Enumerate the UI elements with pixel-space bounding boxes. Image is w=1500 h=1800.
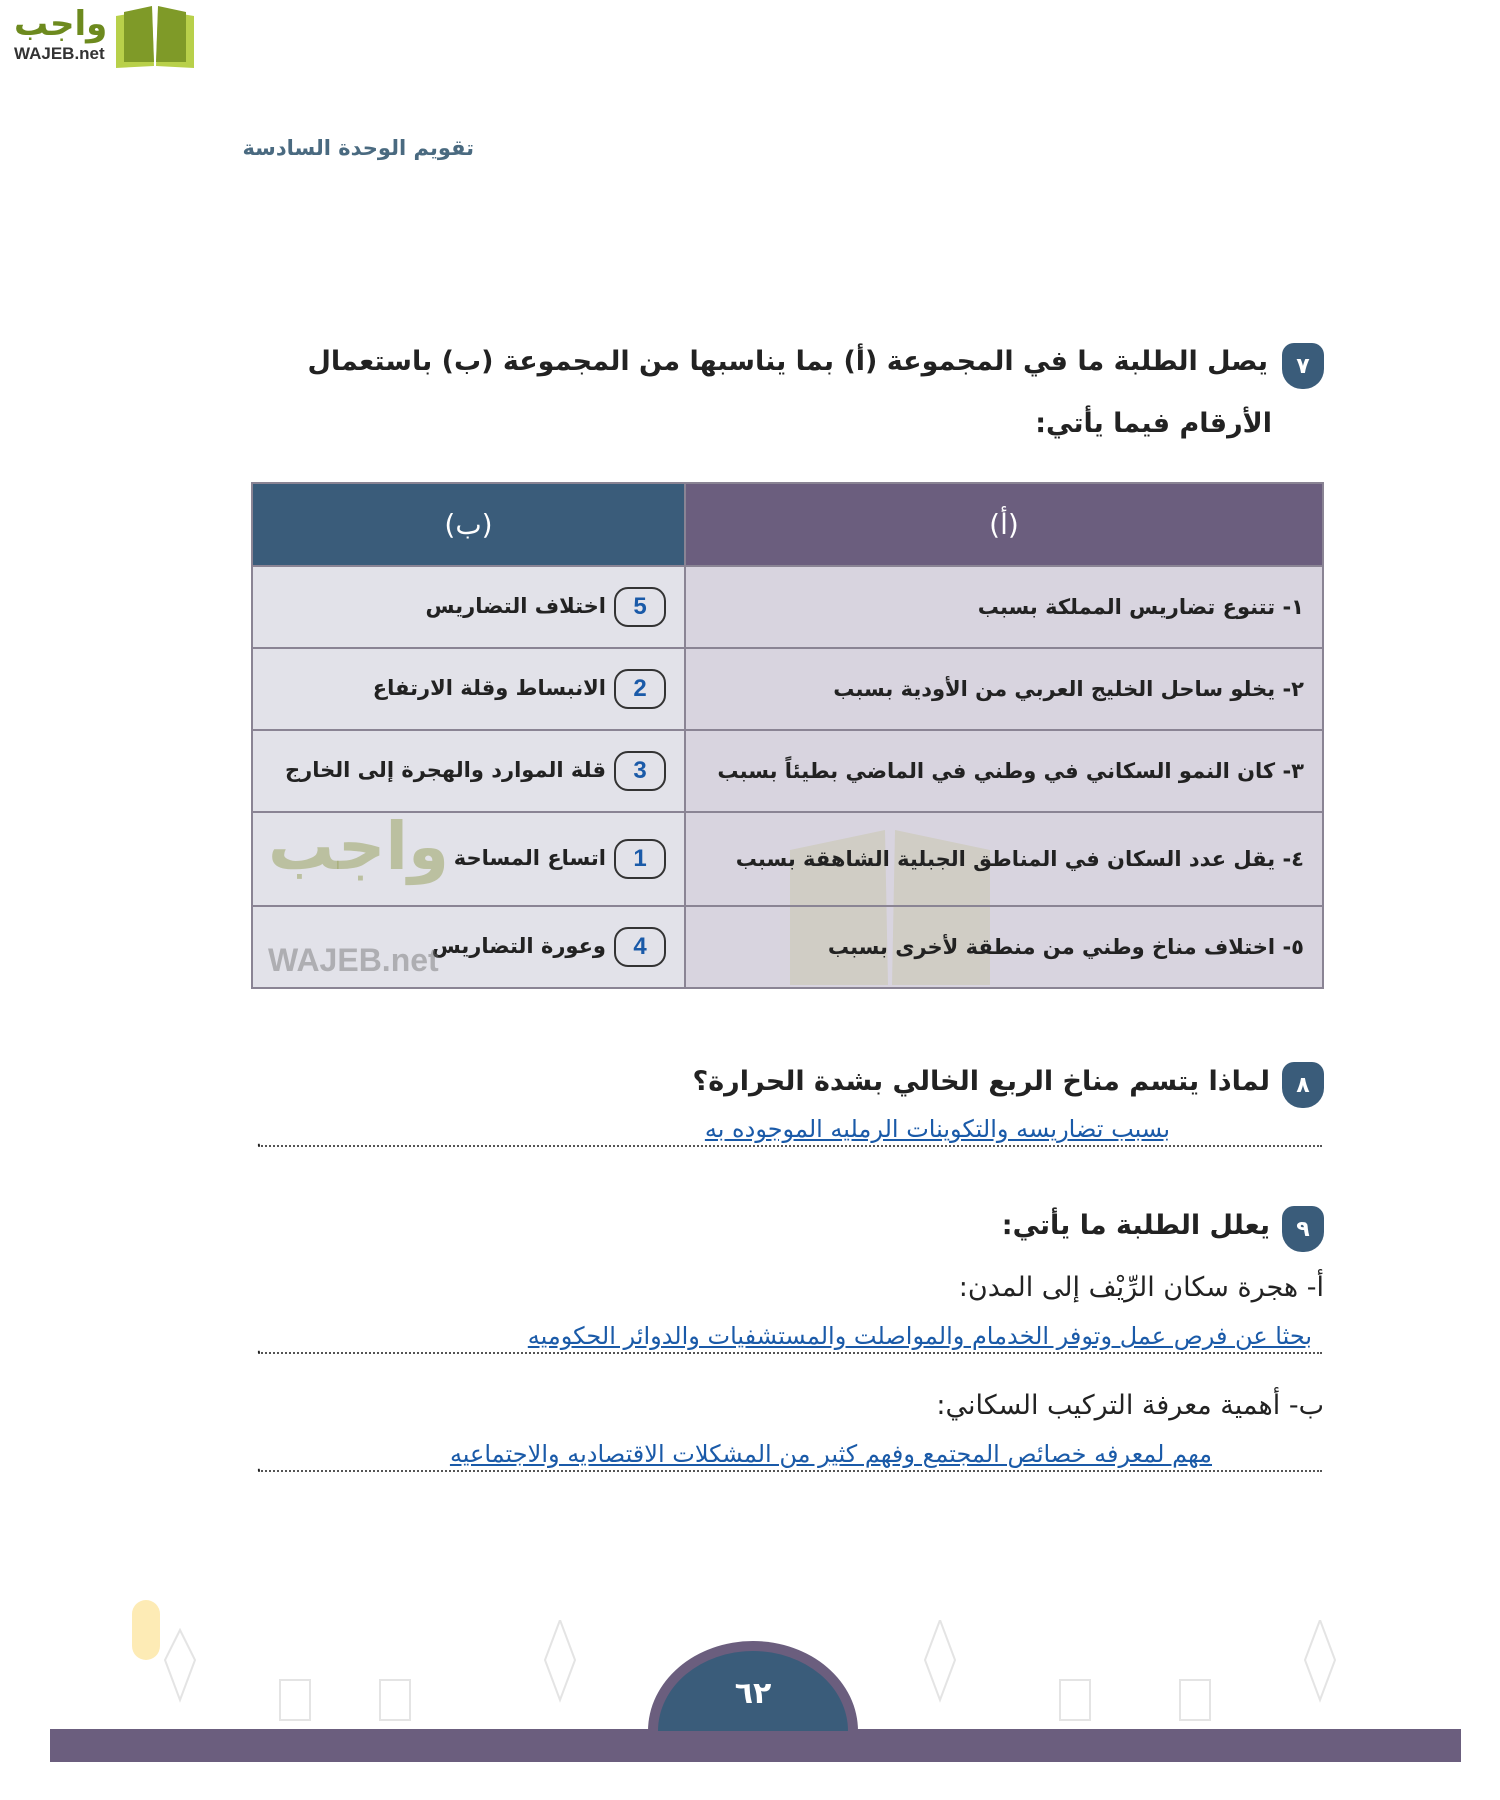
question-7-line2: الأرقام فيما يأتي: [1035, 408, 1272, 439]
footer-bar [50, 1729, 1461, 1762]
column-b-header: (ب) [252, 483, 685, 566]
group-b-cell [252, 906, 685, 988]
question-8-answer: بسبب تضاريسه والتكوينات الرمليه الموجوده به [704, 1115, 1170, 1143]
question-8-answer-field[interactable] [256, 1105, 1322, 1151]
group-b-cell [252, 648, 685, 730]
question-8-badge: ٨ [1282, 1062, 1324, 1108]
reason-text: وعورة التضاريس [431, 934, 606, 958]
question-9b-label: ب- أهمية معرفة التركيب السكاني: [936, 1390, 1324, 1421]
question-9b-answer: مهم لمعرفه خصائص المجتمع وفهم كثير من المشكلات الاقتصاديه والاجتماعيه [449, 1440, 1212, 1468]
reason-text: الانبساط وقلة الارتفاع [372, 676, 606, 700]
reason-text: اتساع المساحة [453, 846, 606, 870]
group-a-statement [685, 906, 1323, 988]
group-b-cell [252, 812, 685, 906]
group-a-statement [685, 566, 1323, 648]
table-row [252, 906, 1323, 988]
line-end-dot: . [256, 1455, 262, 1476]
watermark-latin: WAJEB.net [268, 942, 439, 978]
question-9-text: يعلل الطلبة ما يأتي: [1001, 1210, 1270, 1241]
statement-text: ٢- يخلو ساحل الخليج العربي من الأودية بسبب [833, 677, 1304, 701]
line-end-dot: . [256, 1337, 262, 1358]
table-row [252, 648, 1323, 730]
question-9a-answer-field[interactable] [256, 1312, 1322, 1358]
question-9a-label: أ- هجرة سكان الرِّيْف إلى المدن: [958, 1272, 1324, 1303]
match-number-box[interactable]: 1 [614, 839, 666, 879]
group-b-cell [252, 566, 685, 648]
wajeb-logo[interactable] [8, 4, 193, 70]
question-9a-answer: بحثا عن فرص عمل وتوفر الخدمام والمواصلت والمستشفيات والدوائر الحكوميه [527, 1322, 1312, 1350]
unit-review-title: تقويم الوحدة السادسة [242, 136, 474, 160]
question-9-badge: ٩ [1282, 1206, 1324, 1252]
match-number-box[interactable]: 5 [614, 587, 666, 627]
group-b-cell [252, 730, 685, 812]
question-8-text: لماذا يتسم مناخ الربع الخالي بشدة الحرارة؟ [692, 1066, 1270, 1097]
logo-arabic-text: واجب [14, 4, 108, 44]
column-a-header: (أ) [685, 483, 1323, 566]
book-icon [112, 6, 198, 68]
table-row [252, 812, 1323, 906]
reason-text: قلة الموارد والهجرة إلى الخارج [285, 758, 606, 782]
question-7-badge: ٧ [1282, 343, 1324, 389]
matching-table [251, 482, 1324, 989]
group-a-statement [685, 812, 1323, 906]
statement-text: ١- تتنوع تضاريس المملكة بسبب [977, 595, 1304, 619]
line-end-dot: . [256, 1130, 262, 1151]
watermark-arabic: واجب [268, 808, 450, 885]
table-row [252, 566, 1323, 648]
match-number-box[interactable]: 4 [614, 927, 666, 967]
group-a-statement [685, 730, 1323, 812]
group-a-statement [685, 648, 1323, 730]
publisher-emblem-icon [132, 1600, 160, 1660]
page-number: ٦٢ [734, 1676, 772, 1711]
reason-text: اختلاف التضاريس [425, 594, 606, 618]
table-row [252, 730, 1323, 812]
question-9b-answer-field[interactable] [256, 1430, 1322, 1476]
match-number-box[interactable]: 2 [614, 669, 666, 709]
statement-text: ٣- كان النمو السكاني في وطني في الماضي بطيئاً بسبب [717, 759, 1304, 783]
logo-latin-text: WAJEB.net [14, 44, 105, 63]
statement-text: ٥- اختلاف مناخ وطني من منطقة لأخرى بسبب [827, 935, 1304, 959]
statement-text: ٤- يقل عدد السكان في المناطق الجبلية الشاهقة بسبب [735, 847, 1304, 871]
question-7-line1: يصل الطلبة ما في المجموعة (أ) بما يناسبها من المجموعة (ب) باستعمال [307, 346, 1268, 377]
match-number-box[interactable]: 3 [614, 751, 666, 791]
